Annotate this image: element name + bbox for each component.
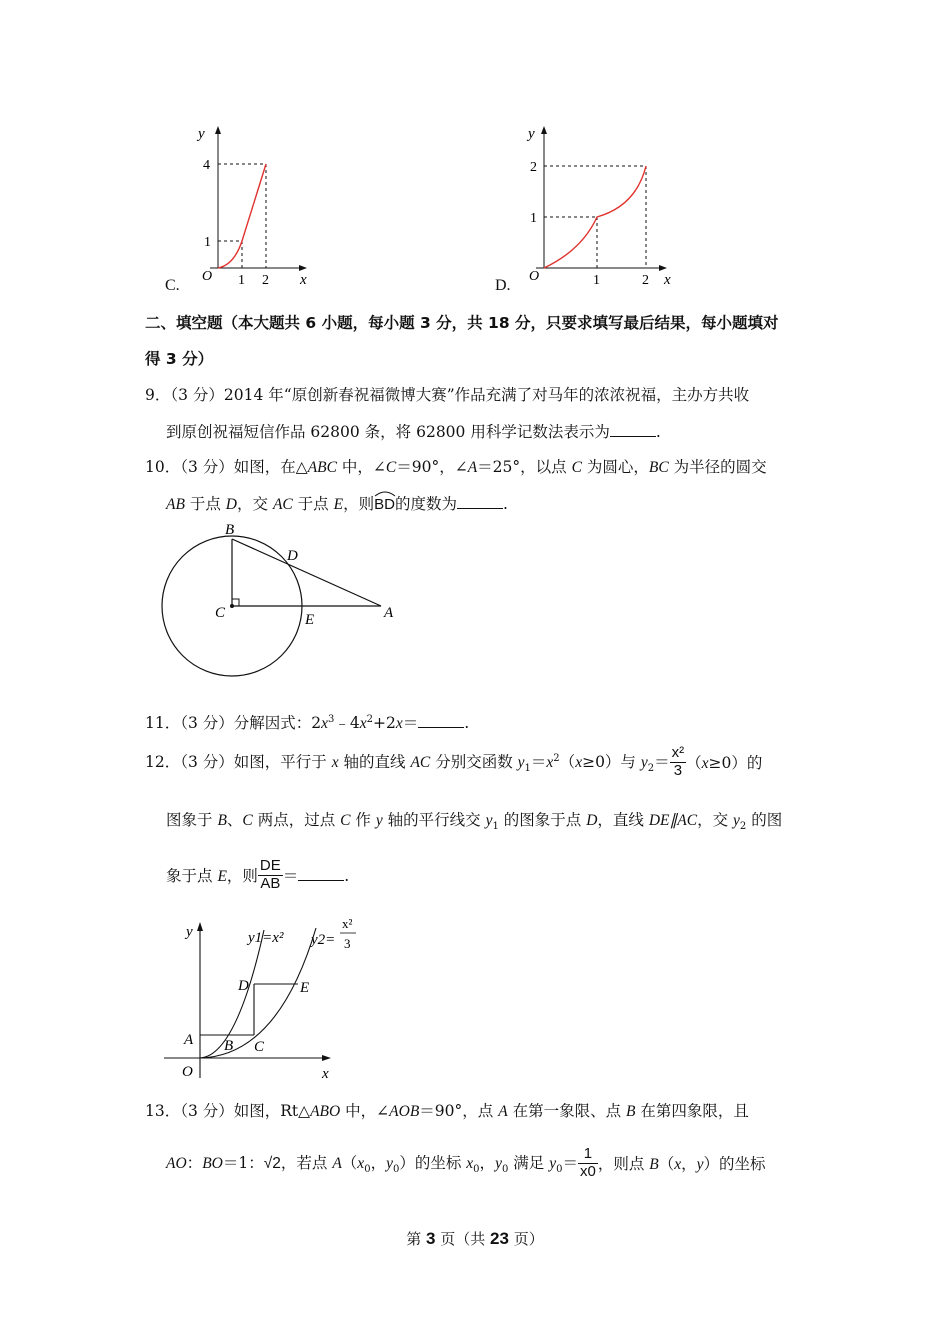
q12-figure	[160, 908, 370, 1088]
fig12-label-a: A	[184, 1032, 194, 1048]
d-origin: O	[529, 269, 540, 284]
option-c-graph	[190, 122, 320, 287]
fig12-label-d: D	[238, 978, 249, 994]
d-xtick-2: 2	[642, 273, 649, 287]
q13-line2: AO：BO＝1：√2，若点 $A(x_0$，$y_0$）的坐标 $x_0$，$y_0$ 满足 $y_0=$ $\frac{1}{x0}$ ，则点 B（x，y）的坐标	[166, 1145, 766, 1180]
q11-line: 11．（3 分）分解因式：$2x^3﹣4x^2+2x=$ .	[145, 713, 470, 732]
fig10-label-c: C	[215, 605, 226, 621]
fig10-label-b: B	[225, 522, 235, 538]
fig10-label-a: A	[384, 605, 394, 621]
fig12-label-b: B	[224, 1038, 234, 1054]
fig12-y-axis: y	[186, 924, 193, 940]
d-y-arrow	[541, 126, 547, 134]
fig12-label-y2: y2=	[311, 932, 336, 948]
q12-line1: 12．（3 分）如图，平行于 x 轴的直线 AC 分别交函数 $y_1=x^2(x\ge 0)$与 $y_2=$ $\frac{\text{x²}}{3}$ （x≥0）的	[145, 744, 763, 779]
fig12-y2-num: x²	[342, 916, 353, 931]
q9-line1: 9．（3 分）2014 年“原创新春祝福微博大赛”作品充满了对马年的浓浓祝福，主办方共收	[145, 386, 750, 404]
q12-frac-y2: $\frac{\text{x²}}{3}$	[671, 744, 685, 779]
c-x-label: x	[300, 272, 307, 287]
q10-answer-blank[interactable]	[457, 494, 503, 509]
q13-frac: $\frac{1}{x0}$	[579, 1145, 596, 1180]
page-footer: 第 3 页（共 23 页）	[406, 1229, 544, 1248]
option-d-label: D.	[495, 277, 511, 294]
c-xtick-1: 1	[238, 273, 245, 287]
section-heading-line2: 得 3 分）	[145, 350, 214, 368]
q10-line1: 10．（3 分）如图，在△ABC 中，∠C＝90°，∠A＝25°，以点 C 为圆心，BC 为半径的圆交	[145, 458, 767, 476]
q9-answer-blank[interactable]	[610, 422, 656, 437]
c-x-arrow	[299, 265, 307, 271]
c-xtick-2: 2	[262, 273, 269, 287]
fig10-label-e: E	[305, 612, 315, 628]
q13-line1: 13．（3 分）如图，Rt△ABO 中，∠AOB＝90°，点 A 在第一象限、点 B 在第四象限，且	[145, 1102, 749, 1120]
fig12-label-c: C	[254, 1039, 265, 1055]
q12-line3: 象于点 E，则 $\frac{DE}{AB}$ ＝ .	[166, 857, 350, 892]
q12-line2: 图象于 B、C 两点，过点 C 作 y 轴的平行线交 $y_1$ 的图象于点 D，直线 DE∥AC，交 $y_2$ 的图	[166, 811, 783, 833]
fig12-label-e: E	[300, 980, 310, 996]
seg-ba	[232, 539, 381, 606]
c-ytick-4: 4	[203, 158, 210, 173]
d-x-label: x	[664, 272, 671, 287]
q10-line2: AB 于点 D，交 AC 于点 E，则 BD的度数为 .	[166, 492, 508, 514]
fig12-origin: O	[182, 1064, 193, 1080]
fig12-y2-den: 3	[344, 936, 351, 951]
q12-frac-de-ab: $\frac{DE}{AB}$	[259, 857, 281, 892]
c-curve	[218, 164, 266, 268]
d-ytick-1: 1	[530, 211, 537, 226]
c-y-label: y	[198, 126, 205, 142]
d-xtick-1: 1	[593, 273, 600, 287]
fig12-label-y1: y1=x²	[248, 930, 284, 946]
arc-bd: BD	[374, 496, 395, 513]
d-ytick-2: 2	[530, 160, 537, 175]
c-y-arrow	[215, 126, 221, 134]
q11-answer-blank[interactable]	[418, 713, 464, 728]
c-origin: O	[202, 269, 213, 284]
q12-answer-blank[interactable]	[298, 866, 344, 881]
fig10-label-d: D	[287, 548, 298, 564]
fig12-x-axis: x	[322, 1066, 329, 1082]
c-ytick-1: 1	[204, 235, 211, 250]
option-c-label: C.	[165, 277, 180, 294]
q10-figure	[155, 518, 405, 683]
d-x-arrow	[659, 265, 667, 271]
d-y-label: y	[528, 126, 535, 142]
section-heading-line1: 二、填空题（本大题共 6 小题，每小题 3 分，共 18 分，只要求填写最后结果，每小题填对	[145, 314, 779, 332]
q9-line2: 到原创祝福短信作品 62800 条，将 62800 用科学记数法表示为 .	[166, 423, 661, 441]
option-d-graph	[520, 122, 680, 287]
